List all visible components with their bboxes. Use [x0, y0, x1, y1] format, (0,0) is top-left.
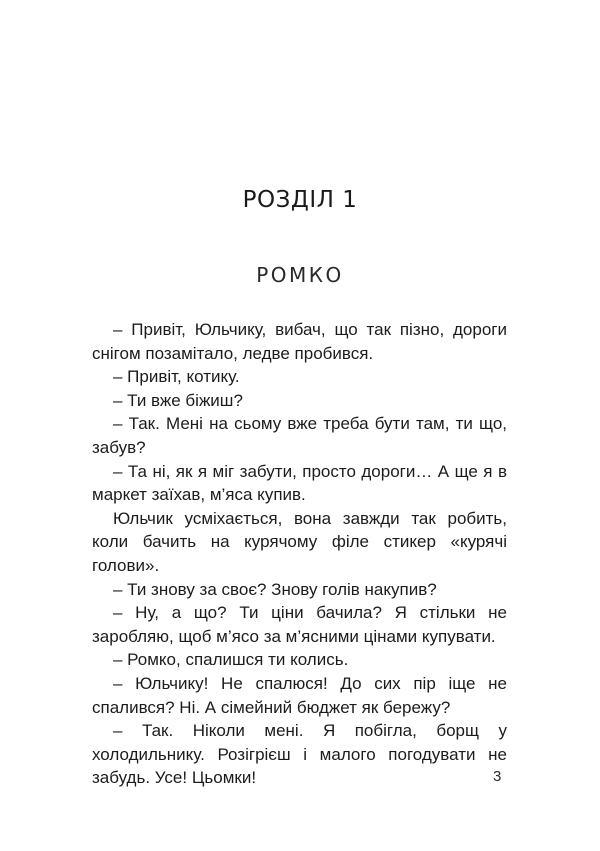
paragraph: – Ти знову за своє? Знову голів накупив? [113, 579, 437, 599]
paragraph: – Привіт, котику. [113, 367, 240, 387]
chapter-title: РОЗДІЛ 1 [242, 187, 358, 213]
paragraph: Юльчик усміхається, вона завжди так робить, коли бачить на курячому філе стикер «курячі голови». [92, 508, 507, 575]
paragraph: – Так. Ніколи мені. Я побігла, борщ у холодильнику. Розігрієш і малого погодувати не забудь. Усе! Цьомки! [92, 721, 507, 788]
section-title: РОМКО [256, 263, 344, 287]
paragraph: – Ромко, спалишся ти колись. [113, 650, 349, 670]
paragraph: – Юльчику! Не спалюся! До сих пір іще не спалився? Ні. А сімейний бюджет як бережу? [92, 673, 507, 717]
paragraph: – Ти вже біжиш? [113, 390, 243, 410]
page-number: 3 [493, 768, 502, 785]
chapter-body-text [92, 318, 507, 790]
paragraph: – Привіт, Юльчику, вибач, що так пізно, дороги снігом позамітало, ледве пробився. [92, 320, 507, 363]
paragraph: – Ну, а що? Ти ціни бачила? Я стільки не заробляю, щоб м’ясо за м’ясними цінами купувати. [92, 603, 507, 646]
paragraph: – Та ні, як я міг забути, просто дороги… А ще я в маркет заїхав, м’яса купив. [92, 461, 507, 505]
paragraph: – Так. Мені на сьому вже треба бути там, ти що, забув? [92, 414, 507, 457]
